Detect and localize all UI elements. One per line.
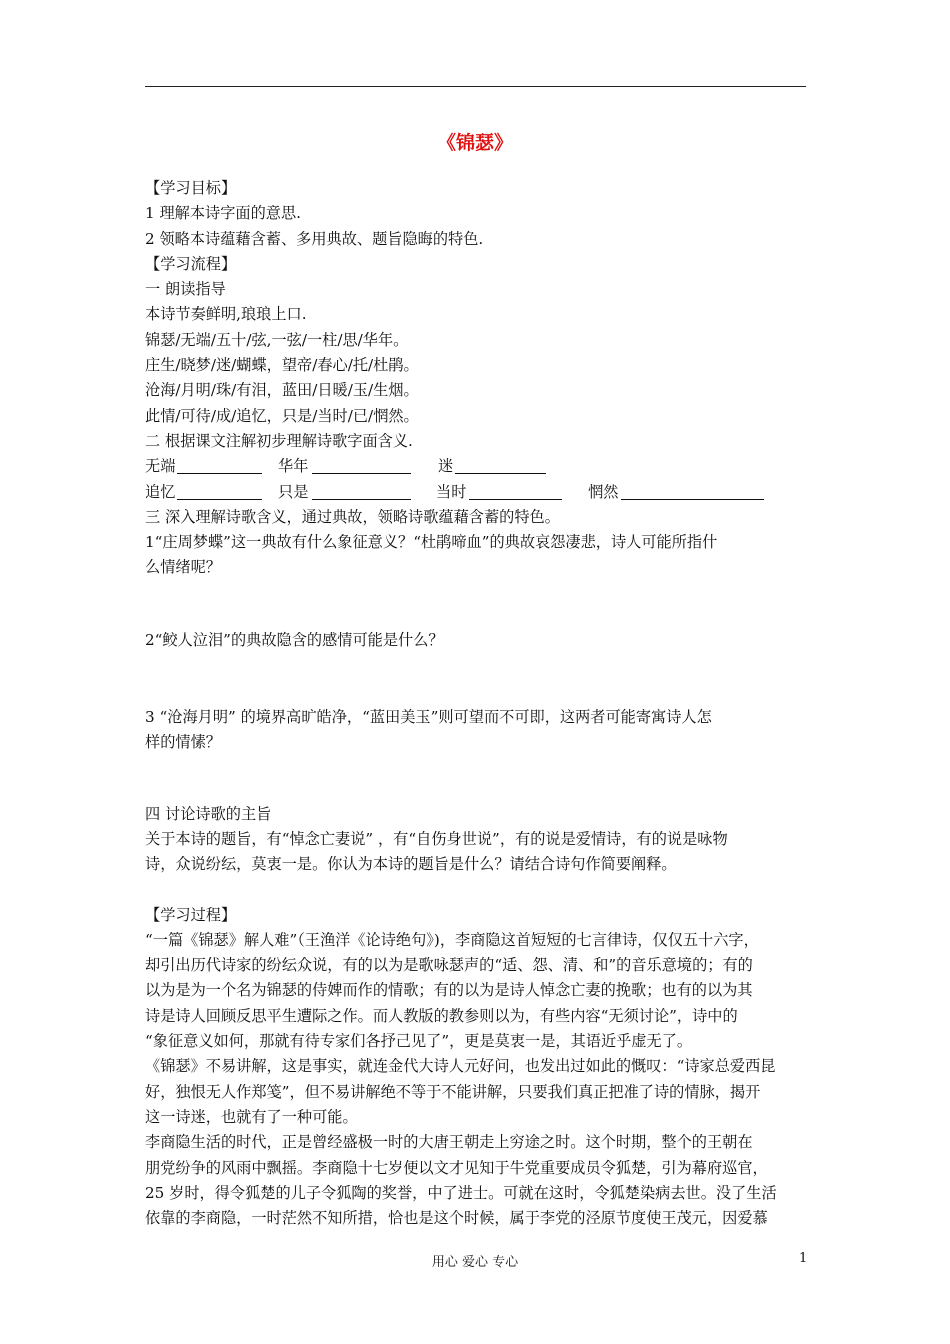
paragraph-line: 依靠的李商隐，一时茫然不知所措，恰也是这个时候，属于李党的泾原节度使王茂元，因爱慕 (145, 1209, 768, 1228)
poem-line: 沧海/月明/珠/有泪，蓝田/日暖/玉/生烟。 (145, 381, 419, 400)
process-heading: 【学习流程】 (145, 254, 237, 273)
section4-heading: 四 讨论诗歌的主旨 (145, 804, 272, 823)
answer-blank[interactable] (177, 454, 262, 474)
paragraph-line: 《锦瑟》不易讲解，这是事实，就连金代大诗人元好问，也发出过如此的慨叹：“诗家总爱西昆 (145, 1057, 776, 1076)
paragraph-line: “一篇《锦瑟》解人难”（王渔洋《论诗绝句》)，李商隐这首短短的七言律诗，仅仅五十六字， (145, 930, 759, 949)
section1-heading: 一 朗读指导 (145, 280, 226, 299)
section2-heading: 二 根据课文注解初步理解诗歌字面含义. (145, 431, 413, 450)
term-label: 当时 (436, 482, 467, 501)
paragraph-line: 25 岁时，得令狐楚的儿子令狐陶的奖誉，中了进士。可就在这时，令狐楚染病去世。没了生活 (145, 1183, 777, 1202)
paragraph-line: “象征意义如何，那就有待专家们各抒己见了”，更是莫衷一是，其语近乎虚无了。 (145, 1032, 693, 1051)
footer-motto: 用心 爱心 专心 (431, 1255, 519, 1270)
answer-blank[interactable] (621, 480, 764, 500)
paragraph-line: 朋党纷争的风雨中飘摇。李商隐十七岁便以文才见知于牛党重要成员令狐楚，引为幕府巡官， (145, 1158, 768, 1177)
page-number: 1 (799, 1251, 808, 1266)
poem-line: 此情/可待/成/追忆，只是/当时/已/惘然。 (145, 406, 419, 425)
learning-process-heading: 【学习过程】 (145, 905, 237, 924)
answer-blank[interactable] (177, 480, 262, 500)
objectives-heading: 【学习目标】 (145, 179, 237, 197)
fill-in-row (145, 480, 813, 505)
paragraph-line: 关于本诗的题旨，有“悼念亡妻说” ，有“自伤身世说”，有的说是爱情诗，有的说是咏物 (145, 829, 728, 848)
paragraph-line: 李商隐生活的时代，正是曾经盛极一时的大唐王朝走上穷途之时。这个时期，整个的王朝在 (145, 1133, 753, 1152)
answer-blank[interactable] (469, 480, 562, 500)
paragraph-line: 好，独恨无人作郑笺”，但不易讲解绝不等于不能讲解，只要我们真正把准了诗的情脉，揭开 (145, 1082, 761, 1101)
term-label: 迷 (438, 457, 454, 476)
header-rule (145, 86, 806, 87)
term-label: 无端 (145, 457, 176, 476)
poem-line: 锦瑟/无端/五十/弦,一弦/一柱/思/华年。 (145, 330, 409, 349)
question-text: 2“鲛人泣泪”的典故隐含的感情可能是什么？ (145, 630, 444, 649)
document-body (145, 176, 813, 1231)
answer-blank[interactable] (312, 480, 411, 500)
term-label: 惘然 (588, 482, 619, 501)
paragraph-line: 诗，众说纷纭，莫衷一是。你认为本诗的题旨是什么？请结合诗句作简要阐释。 (145, 855, 677, 874)
poem-line: 庄生/晓梦/迷/蝴蝶，望帝/春心/托/杜鹃。 (145, 356, 419, 375)
question-text: 么情绪呢？ (145, 558, 221, 577)
question-text: 3 “沧海月明” 的境界高旷皓净，“蓝田美玉”则可望而不可即，这两者可能寄寓诗人怎 (145, 708, 712, 727)
answer-blank[interactable] (312, 454, 411, 474)
question-text: 1“庄周梦蝶”这一典故有什么象征意义？“杜鹃啼血”的典故哀怨凄悲，诗人可能所指什 (145, 533, 718, 552)
section3-heading: 三 深入理解诗歌含义，通过典故，领略诗歌蕴藉含蓄的特色。 (145, 507, 560, 526)
objective-item: 2 领略本诗蕴藉含蓄、多用典故、题旨隐晦的特色. (145, 229, 484, 248)
fill-in-row (145, 454, 813, 479)
paragraph-line: 这一诗迷，也就有了一种可能。 (145, 1107, 358, 1126)
paragraph-line: 却引出历代诗家的纷纭众说，有的以为是歌咏瑟声的“适、怨、清、和”的音乐意境的；有的 (145, 956, 753, 975)
paragraph-line: 以为是为一个名为锦瑟的侍婢而作的情歌；有的以为是诗人悼念亡妻的挽歌；也有的以为其 (145, 981, 753, 1000)
answer-blank[interactable] (455, 454, 546, 474)
document-title: 《锦瑟》 (436, 132, 513, 154)
objective-item: 1 理解本诗字面的意思. (145, 204, 302, 223)
paragraph-line: 诗是诗人回顾反思平生遭际之作。而人教版的教参则以为，有些内容“无须讨论”，诗中的 (145, 1006, 738, 1025)
term-label: 只是 (278, 482, 309, 501)
question-text: 样的情愫？ (145, 733, 221, 752)
term-label: 追忆 (145, 482, 176, 501)
term-label: 华年 (278, 457, 309, 476)
section1-intro: 本诗节奏鲜明,琅琅上口. (145, 305, 307, 324)
